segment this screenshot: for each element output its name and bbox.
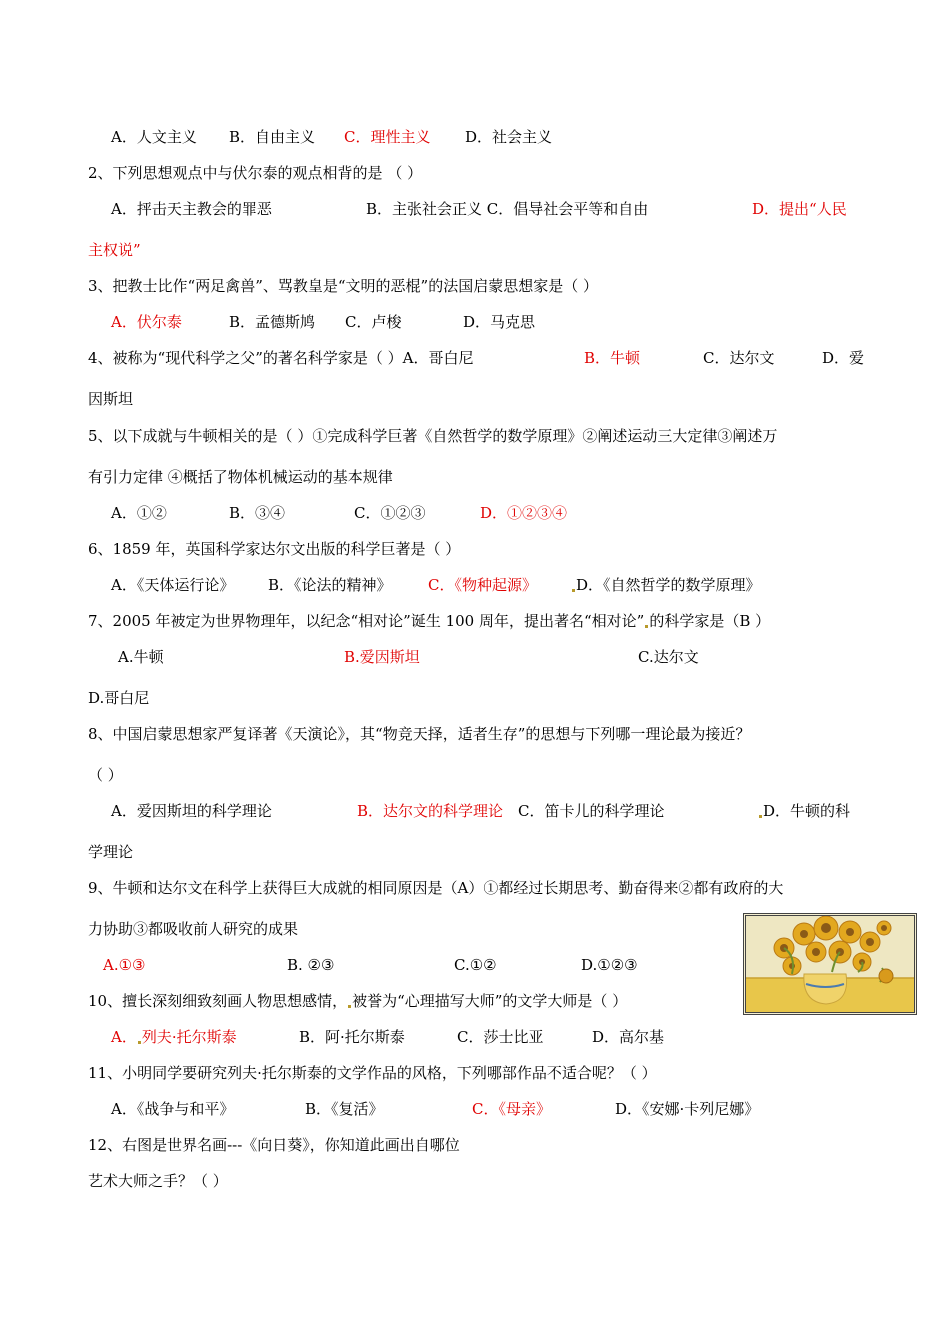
q4-stem: 4、被称为“现代科学之父”的著名科学家是（ ）A．哥白尼 xyxy=(88,349,474,367)
q6-option-b: B．《论法的精神》 xyxy=(268,576,392,594)
q9-option-c: C.①② xyxy=(454,956,497,974)
highlight-mark xyxy=(138,1041,141,1044)
q8-option-d-cont: 学理论 xyxy=(88,843,134,861)
sunflowers-image xyxy=(746,916,914,1012)
q2-option-a: A．抨击天主教会的罪恶 xyxy=(111,200,272,218)
q10-option-d: D．高尔基 xyxy=(592,1028,665,1046)
q5-option-d-answer: D．①②③④ xyxy=(480,504,568,522)
q7-stem-part2: 的科学家是（B ） xyxy=(649,612,771,630)
q7-option-b-answer: B.爱因斯坦 xyxy=(344,648,420,666)
q12-stem-cont: 艺术大师之手？（ ） xyxy=(88,1172,228,1190)
q10-option-c: C．莎士比亚 xyxy=(457,1028,544,1046)
q1-option-d: D．社会主义 xyxy=(465,128,553,146)
q6-option-c-answer: C．《物种起源》 xyxy=(428,576,537,594)
q10-option-a-text: 列夫·托尔斯泰 xyxy=(141,1028,237,1046)
q1-option-a: A．人文主义 xyxy=(111,128,197,146)
q8-option-c: C．笛卡儿的科学理论 xyxy=(518,802,665,820)
q11-option-a: A．《战争与和平》 xyxy=(111,1100,235,1118)
q4-option-d-cont: 因斯坦 xyxy=(88,390,134,408)
q10-stem-part1: 10、擅长深刻细致刻画人物思想感情， xyxy=(88,992,348,1010)
q2-option-bc: B．主张社会正义 C．倡导社会平等和自由 xyxy=(366,200,649,218)
q9-option-d: D.①②③ xyxy=(581,956,638,974)
q10-stem xyxy=(88,991,627,1011)
q7-option-a: A.牛顿 xyxy=(118,648,164,666)
q6-stem: 6、1859 年，英国科学家达尔文出版的科学巨著是（ ） xyxy=(88,540,461,558)
highlight-mark xyxy=(645,625,648,628)
q11-option-c-answer: C．《母亲》 xyxy=(472,1100,551,1118)
q10-stem-part2: 被誉为“心理描写大师”的文学大师是（ ） xyxy=(352,992,628,1010)
q5-stem: 5、以下成就与牛顿相关的是（ ）①完成科学巨著《自然哲学的数学原理》②阐述运动三大定律③阐述万 xyxy=(88,427,778,445)
q10-option-b: B．阿·托尔斯泰 xyxy=(299,1028,405,1046)
q11-stem: 11、小明同学要研究列夫·托尔斯泰的文学作品的风格，下列哪部作品不适合呢？（ ） xyxy=(88,1064,657,1082)
q6-option-d xyxy=(571,575,761,595)
highlight-mark xyxy=(348,1005,351,1008)
q7-option-c: C.达尔文 xyxy=(638,648,699,666)
q10-option-a-prefix: A． xyxy=(111,1028,137,1046)
q1-option-c-answer: C．理性主义 xyxy=(344,128,431,146)
q8-option-d xyxy=(758,801,850,821)
q4-option-d: D．爱 xyxy=(822,349,865,367)
q9-stem-cont: 力协助③都吸收前人研究的成果 xyxy=(88,920,299,938)
q11-option-b: B．《复活》 xyxy=(305,1100,384,1118)
q5-option-c: C．①②③ xyxy=(354,504,426,522)
q5-stem-cont: 有引力定律 ④概括了物体机械运动的基本规律 xyxy=(88,468,393,486)
q9-stem: 9、牛顿和达尔文在科学上获得巨大成就的相同原因是（A）①都经过长期思考、勤奋得来②都有政府的大 xyxy=(88,879,784,897)
q8-option-a: A．爱因斯坦的科学理论 xyxy=(111,802,272,820)
q10-option-a-answer xyxy=(111,1027,237,1047)
q3-stem: 3、把教士比作“两足禽兽”、骂教皇是“文明的恶棍”的法国启蒙思想家是（ ） xyxy=(88,277,598,295)
q3-option-a-answer: A．伏尔泰 xyxy=(111,313,182,331)
q11-option-d: D．《安娜·卡列尼娜》 xyxy=(615,1100,760,1118)
q7-stem xyxy=(88,611,770,631)
q8-option-b-answer: B．达尔文的科学理论 xyxy=(357,802,504,820)
q8-stem-cont: （ ） xyxy=(88,766,123,784)
q7-option-d: D.哥白尼 xyxy=(88,689,150,707)
highlight-mark xyxy=(572,589,575,592)
q2-stem: 2、下列思想观点中与伏尔泰的观点相背的是 （ ） xyxy=(88,164,423,182)
q3-option-d: D．马克思 xyxy=(463,313,536,331)
q3-option-b: B．孟德斯鸠 xyxy=(229,313,316,331)
q1-option-b: B．自由主义 xyxy=(229,128,316,146)
q5-option-a: A．①② xyxy=(111,504,167,522)
q8-stem: 8、中国启蒙思想家严复译著《天演论》，其“物竞天择，适者生存”的思想与下列哪一理论最为接近？ xyxy=(88,725,751,743)
q6-option-d-text: D．《自然哲学的数学原理》 xyxy=(576,576,761,594)
q4-option-b-answer: B．牛顿 xyxy=(584,349,641,367)
q7-stem-part1: 7、2005 年被定为世界物理年，以纪念“相对论”诞生 100 周年，提出著名“相对论” xyxy=(88,612,645,630)
q2-option-d-answer: D．提出“人民 xyxy=(752,200,847,218)
highlight-mark xyxy=(759,815,762,818)
q12-stem: 12、右图是世界名画---《向日葵》，你知道此画出自哪位 xyxy=(88,1136,460,1154)
q8-option-d-text: D．牛顿的科 xyxy=(763,802,851,820)
sunflowers-painting xyxy=(743,913,917,1015)
q6-option-a: A．《天体运行论》 xyxy=(111,576,235,594)
q5-option-b: B．③④ xyxy=(229,504,286,522)
q2-option-d-answer-cont: 主权说” xyxy=(88,241,141,259)
q9-option-b: B. ②③ xyxy=(287,956,335,974)
q3-option-c: C．卢梭 xyxy=(345,313,402,331)
q9-option-a-answer: A.①③ xyxy=(103,956,146,974)
q4-option-c: C．达尔文 xyxy=(703,349,775,367)
